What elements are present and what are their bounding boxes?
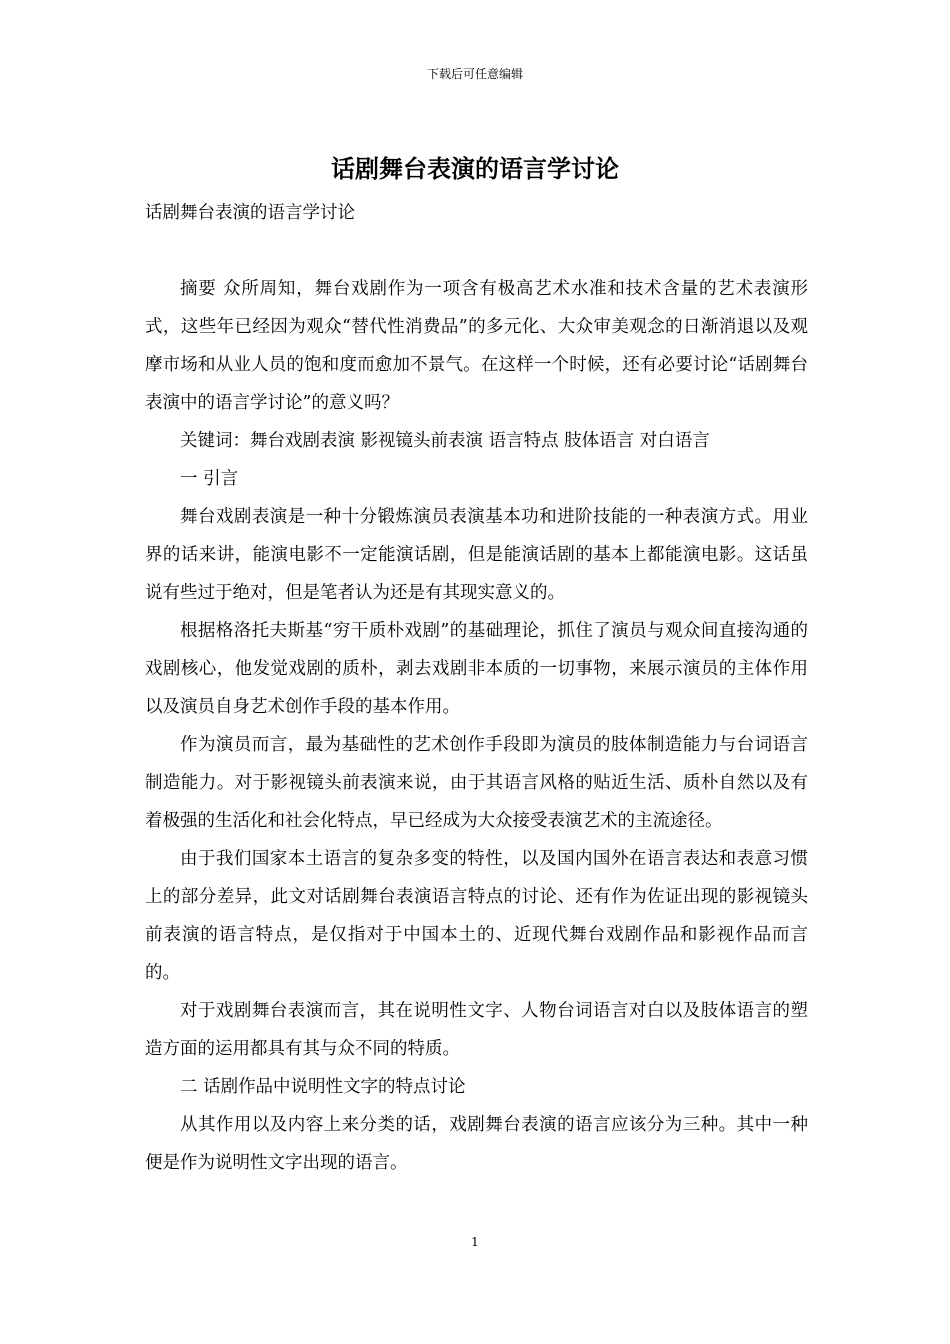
body-paragraph: 从其作用以及内容上来分类的话，戏剧舞台表演的语言应该分为三种。其中一种便是作为说明性文字出现的语言。 bbox=[145, 1115, 808, 1173]
body-paragraph: 作为演员而言，最为基础性的艺术创作手段即为演员的肢体制造能力与台词语言制造能力。对于影视镜头前表演来说，由于其语言风格的贴近生活、质朴自然以及有着极强的生活化和社会化特点，早已经成为大众接受表演艺术的主流途径。 bbox=[145, 735, 808, 831]
body-paragraph: 舞台戏剧表演是一种十分锻炼演员表演基本功和进阶技能的一种表演方式。用业界的话来讲，能演电影不一定能演话剧，但是能演话剧的基本上都能演电影。这话虽说有些过于绝对，但是笔者认为还是有其现实意义的。 bbox=[145, 507, 808, 603]
keywords-line: 关键词：舞台戏剧表演 影视镜头前表演 语言特点 肢体语言 对白语言 bbox=[180, 431, 710, 451]
body-paragraph: 根据格洛托夫斯基“穷干质朴戏剧”的基础理论，抓住了演员与观众间直接沟通的戏剧核心，他发觉戏剧的质朴，剥去戏剧非本质的一切事物，来展示演员的主体作用以及演员自身艺术创作手段的基本作用。 bbox=[145, 621, 808, 717]
body-paragraph: 对于戏剧舞台表演而言，其在说明性文字、人物台词语言对白以及肢体语言的塑造方面的运用都具有其与众不同的特质。 bbox=[145, 1001, 808, 1059]
body-paragraph: 由于我们国家本土语言的复杂多变的特性，以及国内国外在语言表达和表意习惯上的部分差异，此文对话剧舞台表演语言特点的讨论、还有作为佐证出现的影视镜头前表演的语言特点，是仅指对于中国本土的、近现代舞台戏剧作品和影视作品而言的。 bbox=[145, 849, 808, 983]
abstract-paragraph: 摘要 众所周知，舞台戏剧作为一项含有极高艺术水准和技术含量的艺术表演形式，这些年已经因为观众“替代性消费品”的多元化、大众审美观念的日渐消退以及观摩市场和从业人员的饱和度而愈加不景气。在这样一个时候，还有必要讨论“话剧舞台表演中的语言学讨论”的意义吗？ bbox=[145, 279, 808, 413]
page-header: 下载后可任意编辑 bbox=[426, 67, 523, 81]
document-body bbox=[145, 194, 808, 1182]
section-heading-explanatory-text: 二 话剧作品中说明性文字的特点讨论 bbox=[180, 1077, 466, 1097]
section-heading-introduction: 一 引言 bbox=[180, 469, 239, 489]
document-subtitle: 话剧舞台表演的语言学讨论 bbox=[145, 203, 355, 223]
page-number: 1 bbox=[471, 1235, 479, 1249]
document-title: 话剧舞台表演的语言学讨论 bbox=[331, 154, 619, 183]
